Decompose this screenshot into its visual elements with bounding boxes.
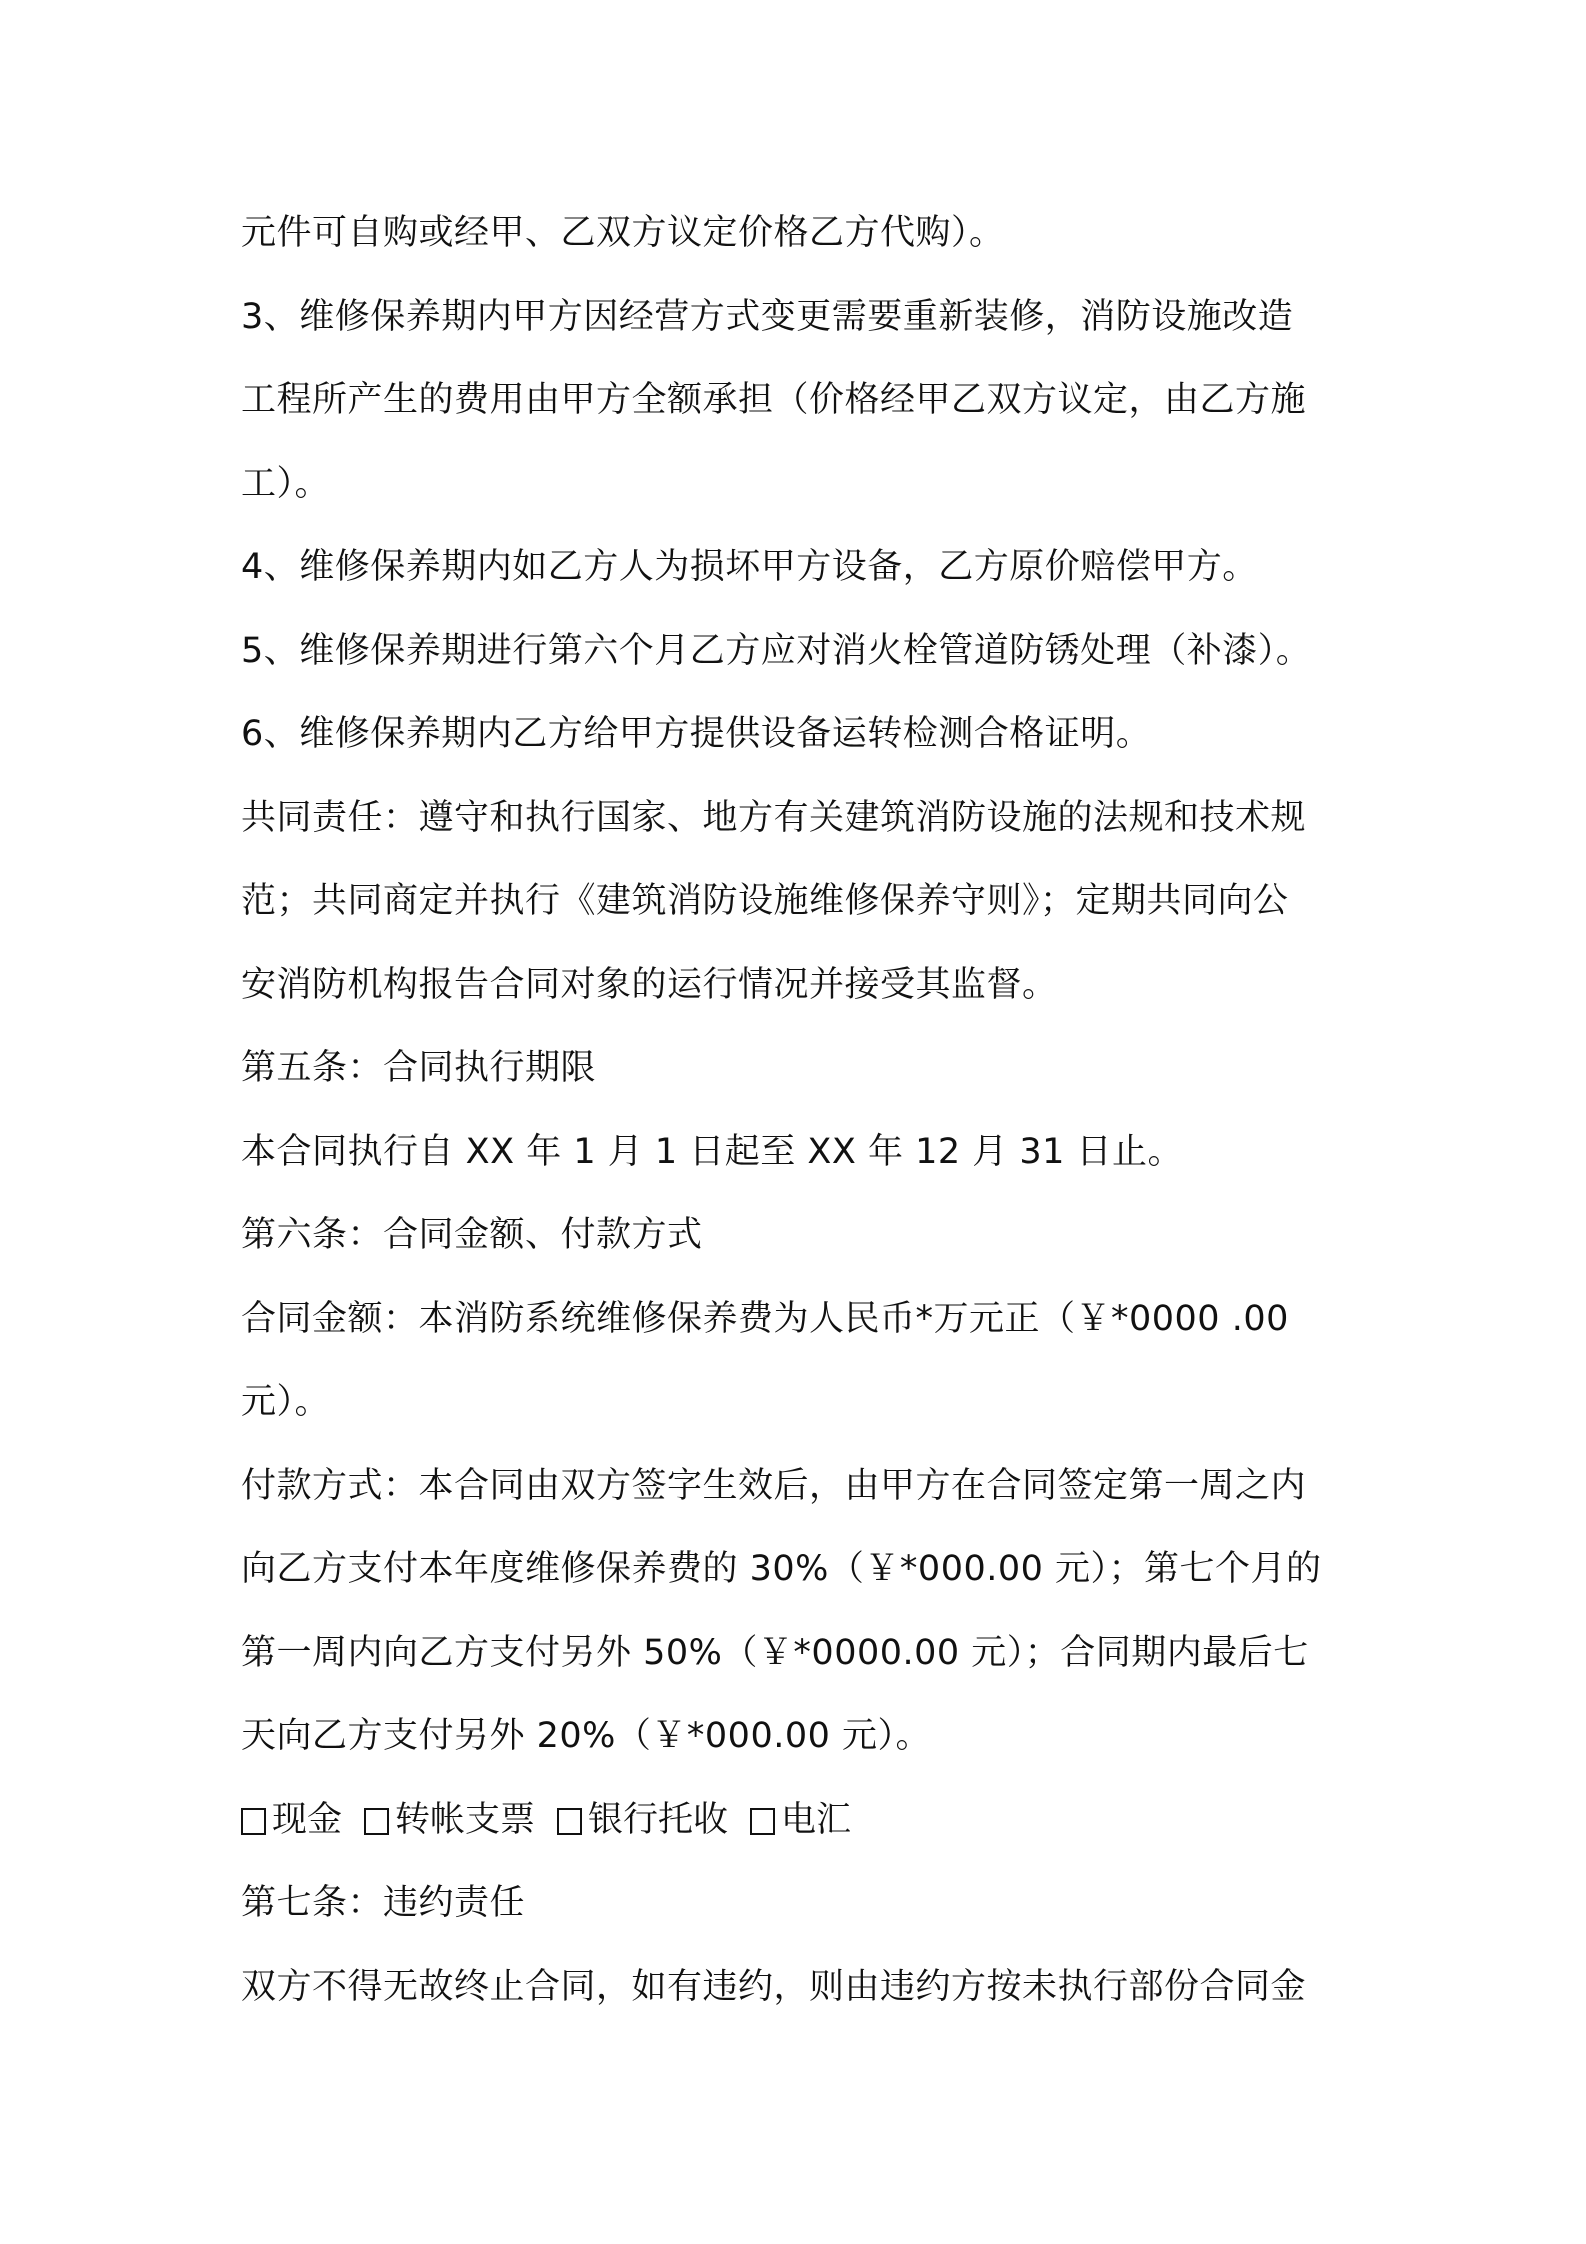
text-line: 6、维修保养期内乙方给甲方提供设备运转检测合格证明。 bbox=[241, 714, 1152, 754]
text-line: 本合同执行自 XX 年 1 月 1 日起至 XX 年 12 月 31 日止。 bbox=[241, 1131, 1184, 1172]
payment-option-cash[interactable] bbox=[241, 1779, 342, 1863]
text-line: 工）。 bbox=[241, 463, 331, 504]
text-line: 天向乙方支付另外 20%（￥*000.00 元）。 bbox=[241, 1716, 932, 1756]
text-line: 元）。 bbox=[241, 1382, 331, 1422]
text-line: 第一周内向乙方支付另外 50%（￥*0000.00 元）；合同期内最后七 bbox=[241, 1632, 1309, 1673]
text-line: 双方不得无故终止合同，如有违约，则由违约方按未执行部份合同金 bbox=[241, 1966, 1307, 2007]
text-line: 4、维修保养期内如乙方人为损坏甲方设备，乙方原价赔偿甲方。 bbox=[241, 547, 1258, 587]
section-heading-article-6: 第六条：合同金额、付款方式 bbox=[241, 1215, 703, 1255]
text-line: 共同责任：遵守和执行国家、地方有关建筑消防设施的法规和技术规 bbox=[241, 797, 1307, 838]
text-line: 范；共同商定并执行《建筑消防设施维修保养守则》；定期共同向公 bbox=[241, 881, 1289, 921]
payment-option-wire-transfer[interactable] bbox=[750, 1779, 851, 1863]
checkbox-icon[interactable] bbox=[241, 1808, 266, 1835]
text-line: 5、维修保养期进行第六个月乙方应对消火栓管道防锈处理（补漆）。 bbox=[241, 630, 1312, 671]
payment-option-transfer-check[interactable] bbox=[364, 1779, 535, 1863]
checkbox-icon[interactable] bbox=[364, 1808, 389, 1835]
payment-option-label: 电汇 bbox=[781, 1799, 852, 1840]
payment-method-options bbox=[241, 1779, 1366, 1863]
text-line: 合同金额：本消防系统维修保养费为人民币*万元正（￥*0000 .00 bbox=[241, 1298, 1289, 1339]
text-line: 付款方式：本合同由双方签字生效后，由甲方在合同签定第一周之内 bbox=[241, 1465, 1307, 1506]
checkbox-icon[interactable] bbox=[750, 1808, 775, 1835]
payment-option-bank-collection[interactable] bbox=[557, 1779, 728, 1863]
checkbox-icon[interactable] bbox=[557, 1808, 582, 1835]
text-line: 向乙方支付本年度维修保养费的 30%（￥*000.00 元）；第七个月的 bbox=[241, 1549, 1322, 1589]
section-heading-article-7: 第七条：违约责任 bbox=[241, 1883, 526, 1923]
document-body bbox=[241, 192, 1366, 2029]
payment-option-label: 银行托收 bbox=[588, 1799, 729, 1840]
text-line: 工程所产生的费用由甲方全额承担（价格经甲乙双方议定，由乙方施 bbox=[241, 380, 1307, 420]
payment-option-label: 转帐支票 bbox=[395, 1799, 536, 1840]
text-line: 安消防机构报告合同对象的运行情况并接受其监督。 bbox=[241, 964, 1058, 1005]
text-line: 元件可自购或经甲、乙双方议定价格乙方代购）。 bbox=[241, 213, 1005, 253]
text-line: 3、维修保养期内甲方因经营方式变更需要重新装修，消防设施改造 bbox=[241, 296, 1294, 337]
payment-option-label: 现金 bbox=[272, 1799, 343, 1840]
section-heading-article-5: 第五条：合同执行期限 bbox=[241, 1048, 597, 1088]
